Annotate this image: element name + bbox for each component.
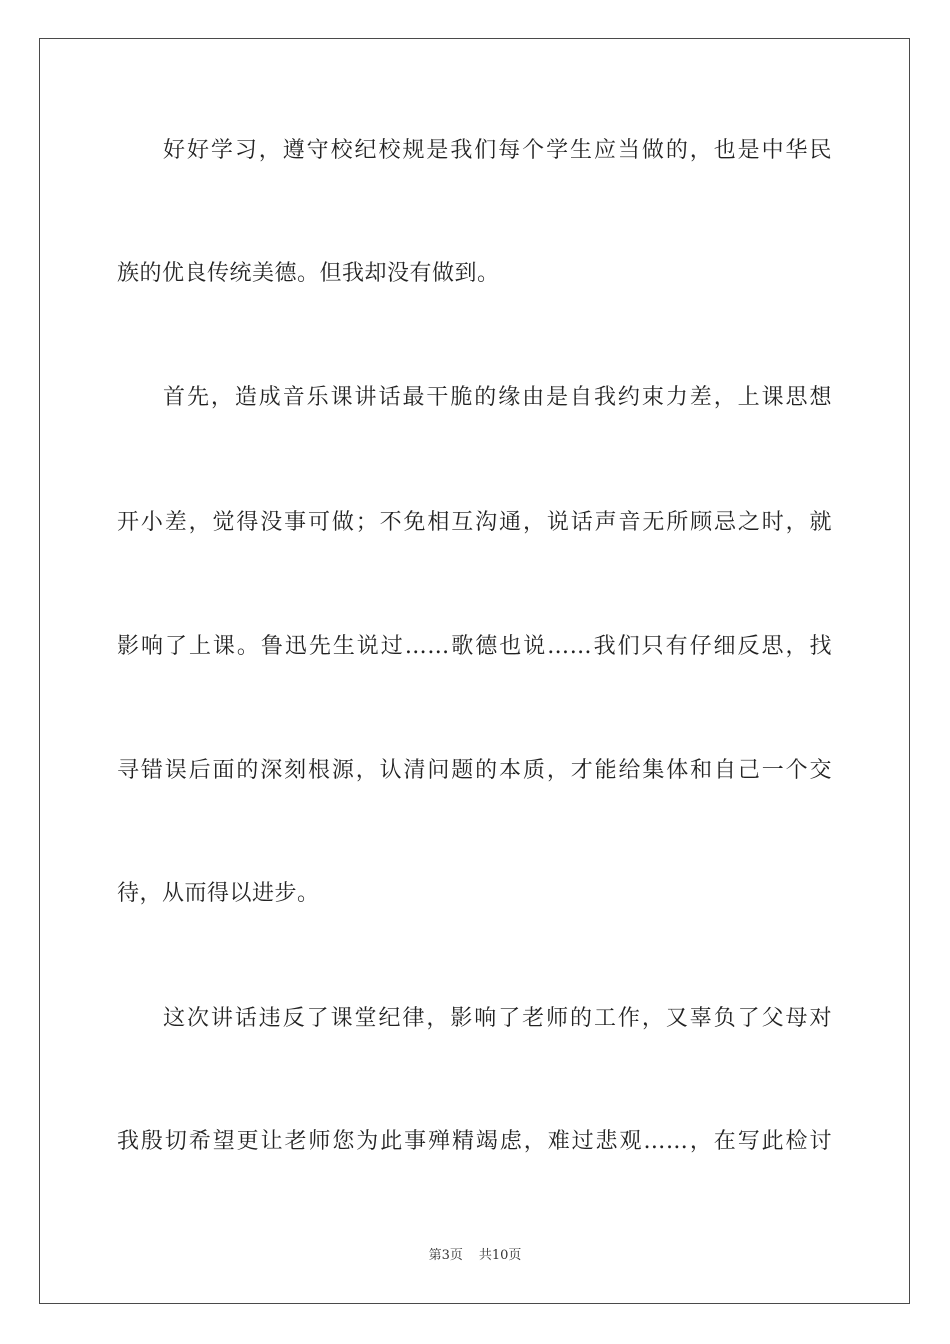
paragraph-2-line-3: 影响了上课。鲁迅先生说过……歌德也说……我们只有仔细反思，找 xyxy=(117,634,832,659)
paragraph-2-line-2: 开小差，觉得没事可做；不免相互沟通，说话声音无所顾忌之时，就 xyxy=(117,510,832,535)
paragraph-2-line-1: 首先，造成音乐课讲话最干脆的缘由是自我约束力差，上课思想 xyxy=(163,385,832,410)
page-number: 第3页 xyxy=(428,1248,463,1263)
page-frame xyxy=(39,38,910,1304)
paragraph-1-line-1: 好好学习，遵守校纪校规是我们每个学生应当做的，也是中华民 xyxy=(163,138,832,163)
paragraph-2-line-5: 待，从而得以进步。 xyxy=(117,881,320,906)
paragraph-2-line-4: 寻错误后面的深刻根源，认清问题的本质，才能给集体和自己一个交 xyxy=(117,758,832,783)
paragraph-1-line-2: 族的优良传统美德。但我却没有做到。 xyxy=(117,261,500,286)
page-total: 共10页 xyxy=(478,1248,522,1263)
paragraph-3-line-2: 我殷切希望更让老师您为此事殚精竭虑，难过悲观……，在写此检讨 xyxy=(117,1129,832,1154)
page-footer xyxy=(0,1244,950,1268)
paragraph-3-line-1: 这次讲话违反了课堂纪律，影响了老师的工作，又辜负了父母对 xyxy=(163,1006,832,1031)
